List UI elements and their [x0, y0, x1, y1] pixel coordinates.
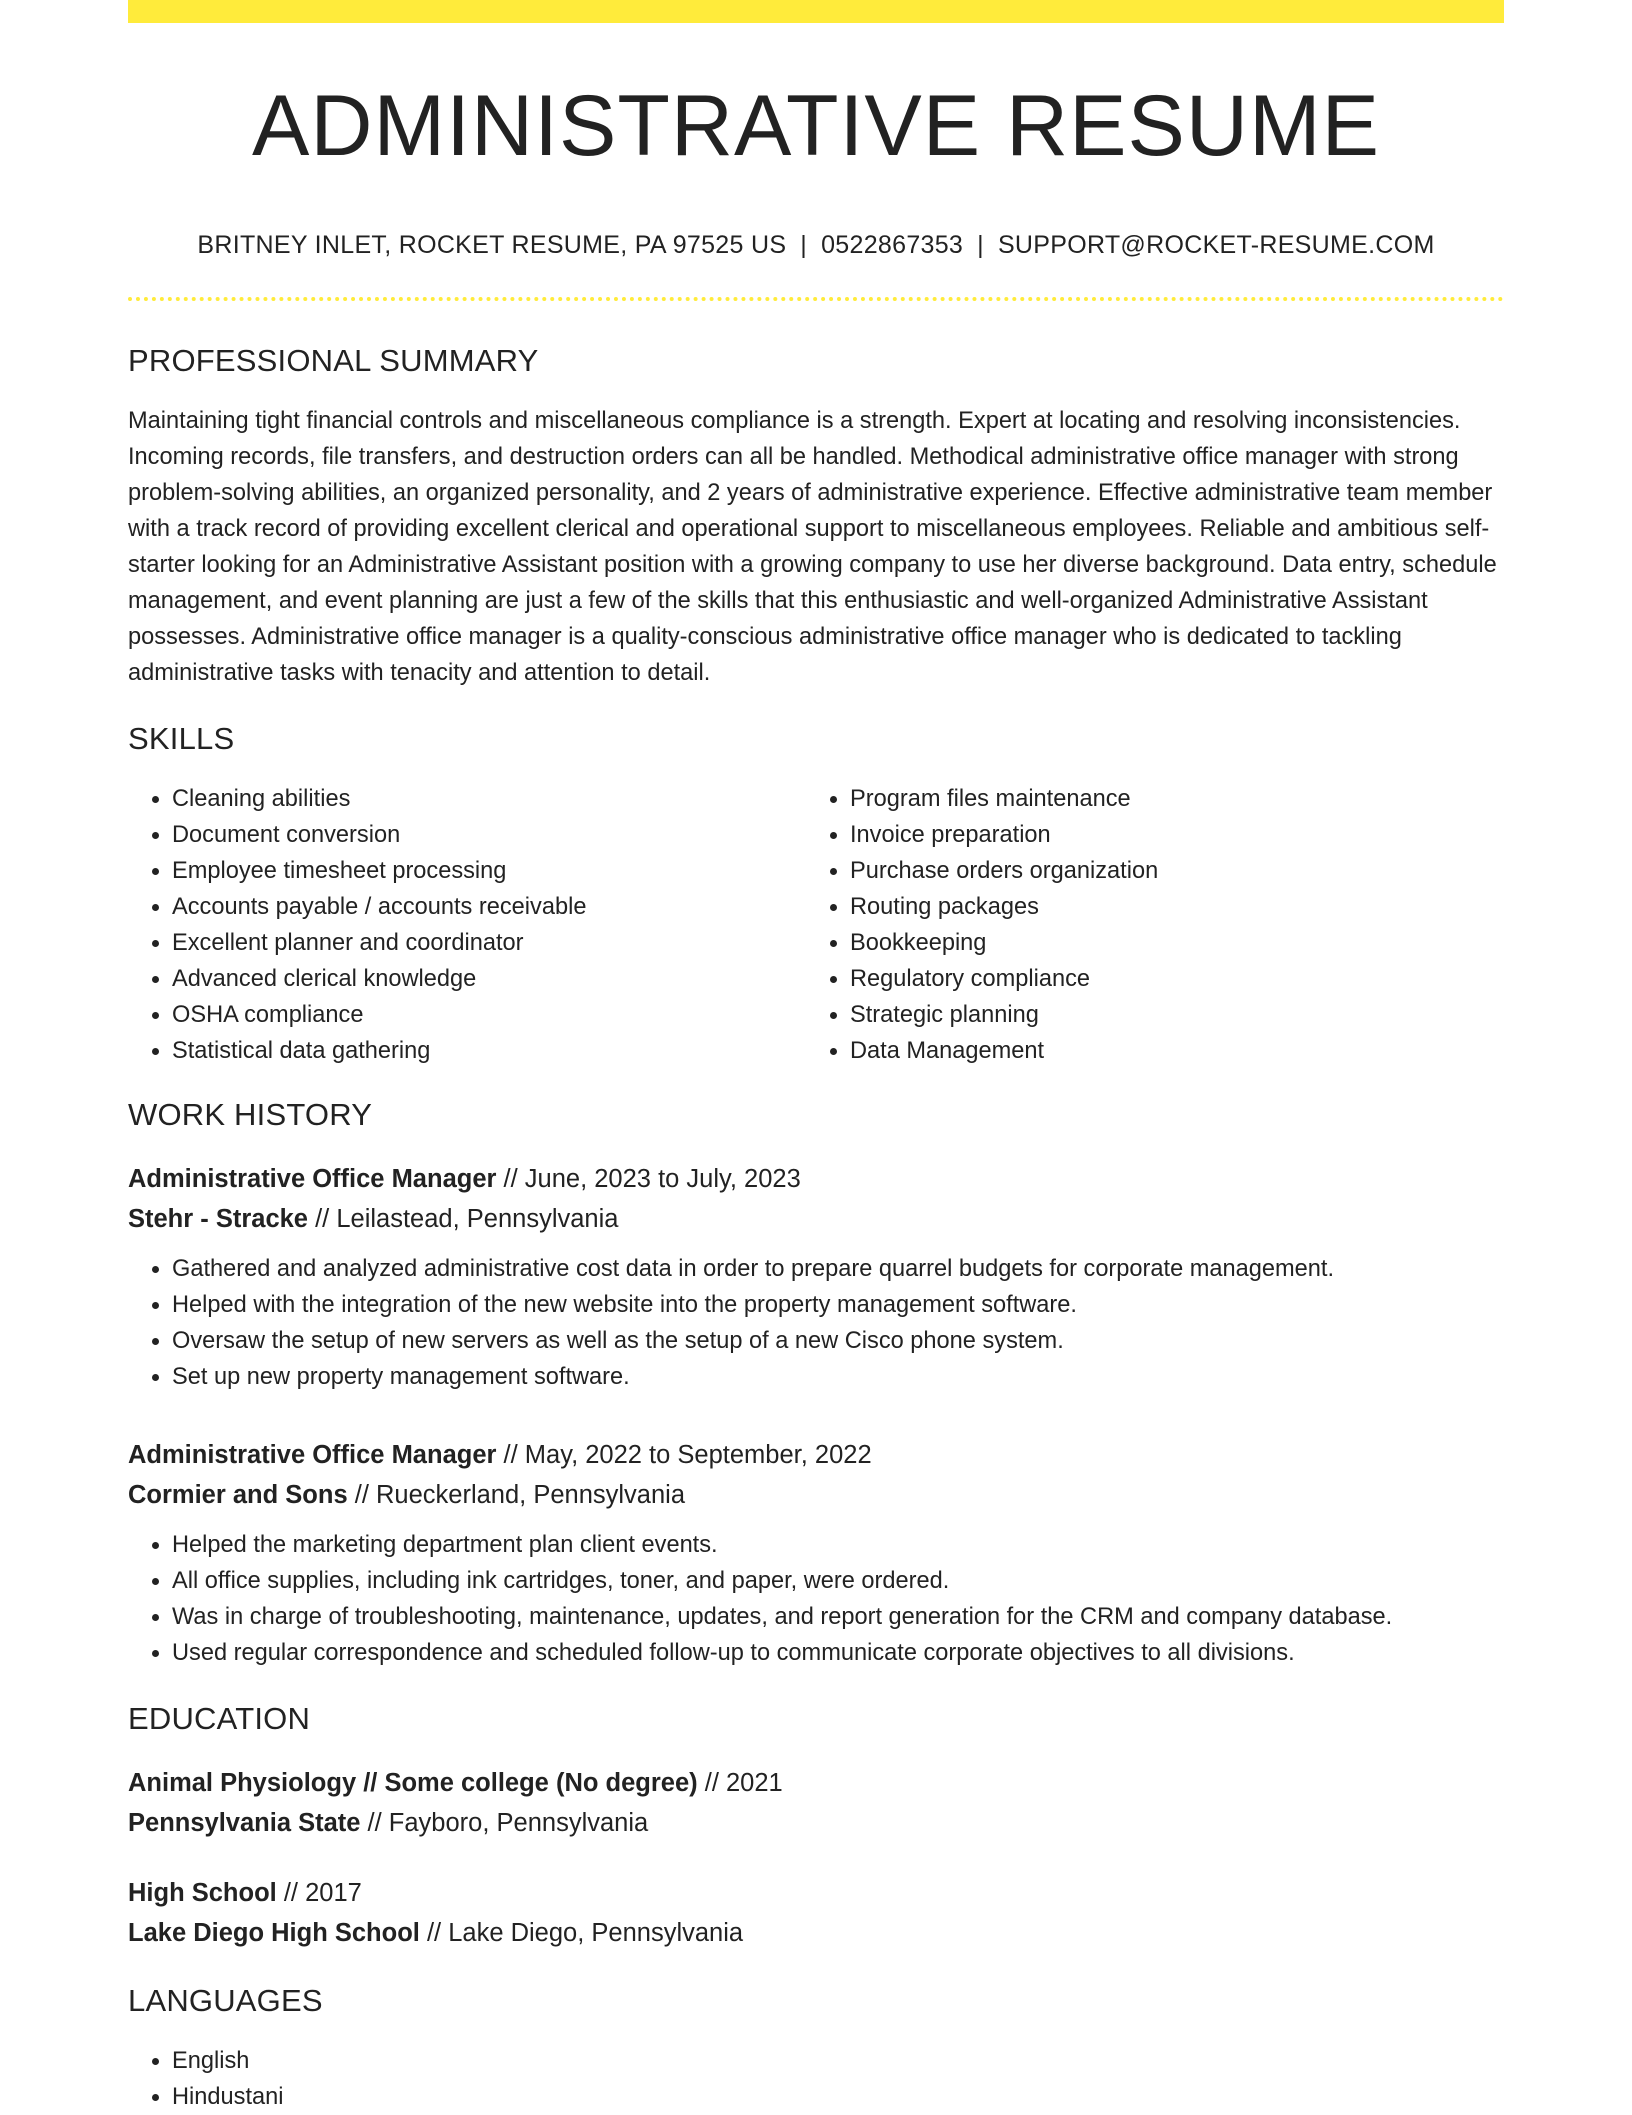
- skill-item: • Regulatory compliance: [850, 961, 1484, 997]
- education-year: // 2017: [283, 1879, 362, 1907]
- education-heading: EDUCATION: [128, 1701, 311, 1736]
- job-bullet: • All office supplies, including ink cartridges, toner, and paper, were ordered.: [172, 1563, 1504, 1599]
- skill-item: • Strategic planning: [850, 997, 1484, 1033]
- job-bullets: [128, 1251, 1504, 1395]
- skill-item: • Purchase orders organization: [850, 853, 1484, 889]
- skill-item: • Bookkeeping: [850, 925, 1484, 961]
- language-item: • English: [172, 2043, 1504, 2079]
- skill-item: • Statistical data gathering: [172, 1033, 806, 1069]
- skill-item: • Document conversion: [172, 817, 806, 853]
- languages-list: [128, 2043, 1504, 2115]
- contact-separator: |: [977, 231, 984, 259]
- skill-item: • Advanced clerical knowledge: [172, 961, 806, 997]
- skill-item: • Program files maintenance: [850, 781, 1484, 817]
- job-bullet: • Was in charge of troubleshooting, maintenance, updates, and report generation for the CRM and company database.: [172, 1599, 1504, 1635]
- job-company: Cormier and Sons: [128, 1481, 348, 1509]
- skill-item: • Invoice preparation: [850, 817, 1484, 853]
- job-title-line: [128, 1435, 1504, 1475]
- top-accent-bar: [128, 0, 1504, 23]
- skills-heading: SKILLS: [128, 721, 235, 756]
- education-year: // 2021: [704, 1769, 783, 1797]
- skill-item: • Employee timesheet processing: [172, 853, 806, 889]
- education-degree: High School: [128, 1879, 277, 1907]
- summary-text: Maintaining tight financial controls and miscellaneous compliance is a strength. Expert at locating and resolving inconsistencies. Incoming records, file transfers, and destruction orders can all be handled. Methodical administrative office manager with strong problem-solving abilities, an organized personality, and 2 years of administrative experience. Effective administrative team member with a track record of providing excellent clerical and operational support to miscellaneous employees. Reliable and ambitious self-starter looking for an Administrative Assistant position with a growing company to use her diverse background. Data entry, schedule management, and event planning are just a few of the skills that this enthusiastic and well-organized Administrative Assistant possesses. Administrative office manager is a quality-conscious administrative office manager who is dedicated to tackling administrative tasks with tenacity and attention to detail.: [128, 408, 1497, 686]
- job-title: Administrative Office Manager: [128, 1441, 497, 1469]
- contact-email[interactable]: SUPPORT@ROCKET-RESUME.COM: [997, 231, 1435, 259]
- job-location: // Leilastead, Pennsylvania: [315, 1205, 619, 1233]
- skill-item: • Excellent planner and coordinator: [172, 925, 806, 961]
- education-degree: Animal Physiology // Some college (No degree): [128, 1769, 698, 1797]
- contact-line: [128, 231, 1504, 260]
- education-school: Pennsylvania State: [128, 1809, 361, 1837]
- resume-page: [128, 0, 1504, 2115]
- job-bullet: • Gathered and analyzed administrative cost data in order to prepare quarrel budgets for corporate management.: [172, 1251, 1504, 1287]
- resume-title: ADMINISTRATIVE RESUME: [252, 78, 1380, 174]
- job-title-line: [128, 1159, 1504, 1199]
- job-bullet: • Helped with the integration of the new website into the property management software.: [172, 1287, 1504, 1323]
- skills-list-left: [128, 781, 806, 1069]
- job-title: Administrative Office Manager: [128, 1165, 497, 1193]
- job-entry: [128, 1435, 1504, 1671]
- education-school-line: [128, 1803, 1504, 1843]
- education-school-line: [128, 1913, 1504, 1953]
- summary-heading: PROFESSIONAL SUMMARY: [128, 343, 539, 378]
- job-company-line: [128, 1475, 1504, 1515]
- job-bullet: • Used regular correspondence and scheduled follow-up to communicate corporate objectives to all divisions.: [172, 1635, 1504, 1671]
- job-bullet: • Set up new property management software.: [172, 1359, 1504, 1395]
- skills-list-right: [806, 781, 1484, 1069]
- skill-item: • OSHA compliance: [172, 997, 806, 1033]
- job-bullet: • Helped the marketing department plan client events.: [172, 1527, 1504, 1563]
- job-company: Stehr - Stracke: [128, 1205, 308, 1233]
- skill-item: • Accounts payable / accounts receivable: [172, 889, 806, 925]
- education-location: // Lake Diego, Pennsylvania: [426, 1919, 744, 1947]
- education-entry: [128, 1873, 1504, 1953]
- skill-item: • Routing packages: [850, 889, 1484, 925]
- skills-columns: [128, 781, 1504, 1069]
- dotted-divider: [128, 297, 1504, 301]
- contact-address: BRITNEY INLET, ROCKET RESUME, PA 97525 US: [197, 231, 787, 259]
- job-bullets: [128, 1527, 1504, 1671]
- skill-item: • Cleaning abilities: [172, 781, 806, 817]
- job-bullet: • Oversaw the setup of new servers as well as the setup of a new Cisco phone system.: [172, 1323, 1504, 1359]
- skill-item: • Data Management: [850, 1033, 1484, 1069]
- education-school: Lake Diego High School: [128, 1919, 420, 1947]
- education-degree-line: [128, 1763, 1504, 1803]
- education-location: // Fayboro, Pennsylvania: [367, 1809, 649, 1837]
- job-entry: [128, 1159, 1504, 1395]
- job-company-line: [128, 1199, 1504, 1239]
- education-degree-line: [128, 1873, 1504, 1913]
- education-entry: [128, 1763, 1504, 1843]
- language-item: • Hindustani: [172, 2079, 1504, 2115]
- contact-separator: |: [800, 231, 808, 259]
- contact-phone: 0522867353: [821, 231, 964, 259]
- job-dates: // May, 2022 to September, 2022: [503, 1441, 872, 1469]
- job-dates: // June, 2023 to July, 2023: [503, 1165, 801, 1193]
- work-history-heading: WORK HISTORY: [128, 1097, 373, 1132]
- job-location: // Rueckerland, Pennsylvania: [354, 1481, 686, 1509]
- languages-heading: LANGUAGES: [128, 1983, 323, 2018]
